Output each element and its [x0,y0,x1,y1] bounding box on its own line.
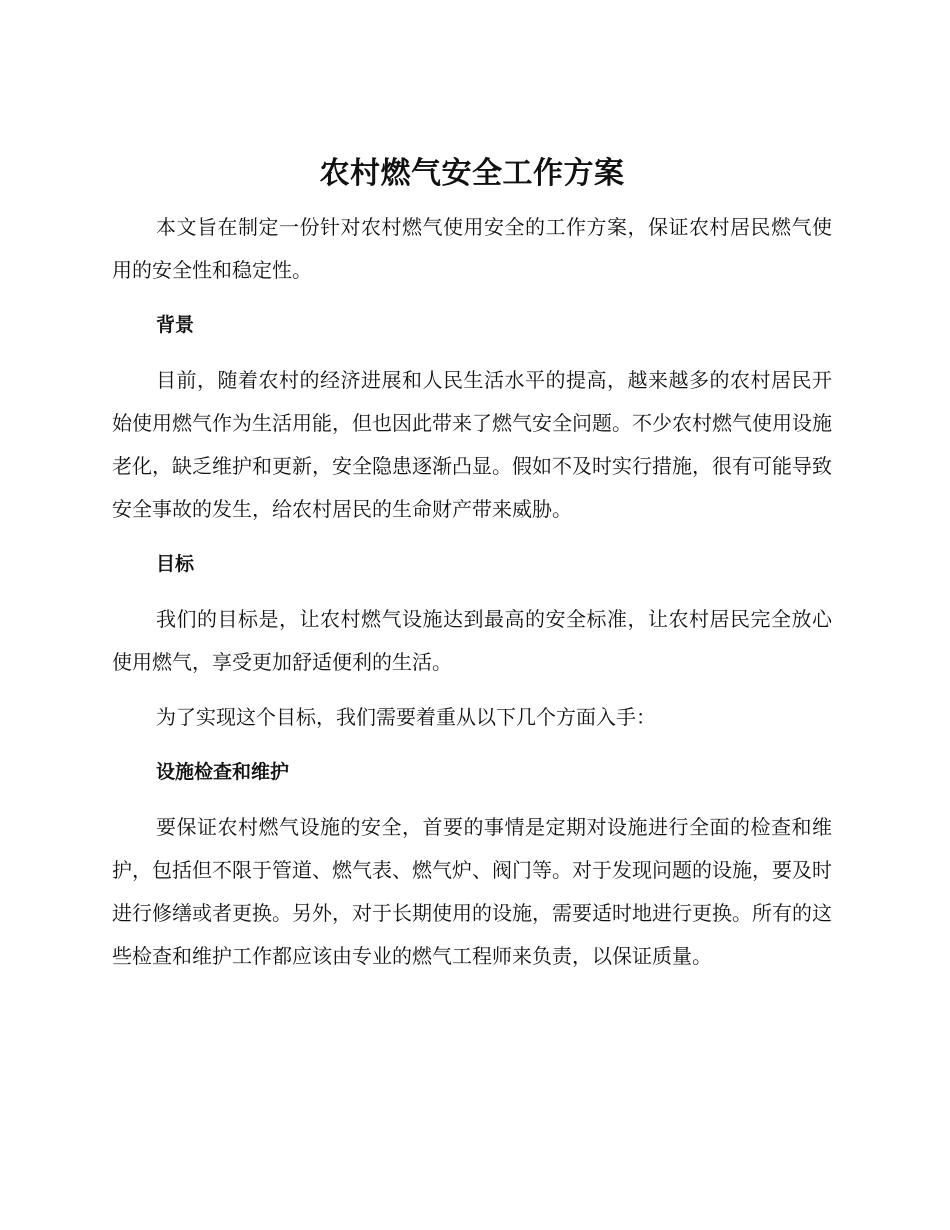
document-page [112,146,832,990]
section-heading-background: 背景 [156,314,195,336]
background-paragraph: 目前，随着农村的经济进展和人民生活水平的提高，越来越多的农村居民开始使用燃气作为生活用能，但也因此带来了燃气安全问题。不少农村燃气使用设施老化，缺乏维护和更新，安全隐患逐渐凸显。假如不及时实行措施，很有可能导致安全事故的发生，给农村居民的生命财产带来威胁。 [112,368,832,521]
intro-paragraph: 本文旨在制定一份针对农村燃气使用安全的工作方案，保证农村居民燃气使用的安全性和稳定性。 [112,215,832,282]
maintenance-paragraph: 要保证农村燃气设施的安全，首要的事情是定期对设施进行全面的检查和维护，包括但不限于管道、燃气表、燃气炉、阀门等。对于发现问题的设施，要及时进行修缮或者更换。另外，对于长期使用的设施，需要适时地进行更换。所有的这些检查和维护工作都应该由专业的燃气工程师来负责，以保证质量。 [112,815,832,968]
section-heading-maintenance: 设施检查和维护 [156,761,290,783]
goal-paragraph: 我们的目标是，让农村燃气设施达到最高的安全标准，让农村居民完全放心使用燃气，享受更加舒适便利的生活。 [112,607,832,674]
section-heading-goal: 目标 [156,553,195,575]
document-title: 农村燃气安全工作方案 [319,156,625,191]
goal-lead-paragraph: 为了实现这个目标，我们需要着重从以下几个方面入手： [156,705,656,729]
